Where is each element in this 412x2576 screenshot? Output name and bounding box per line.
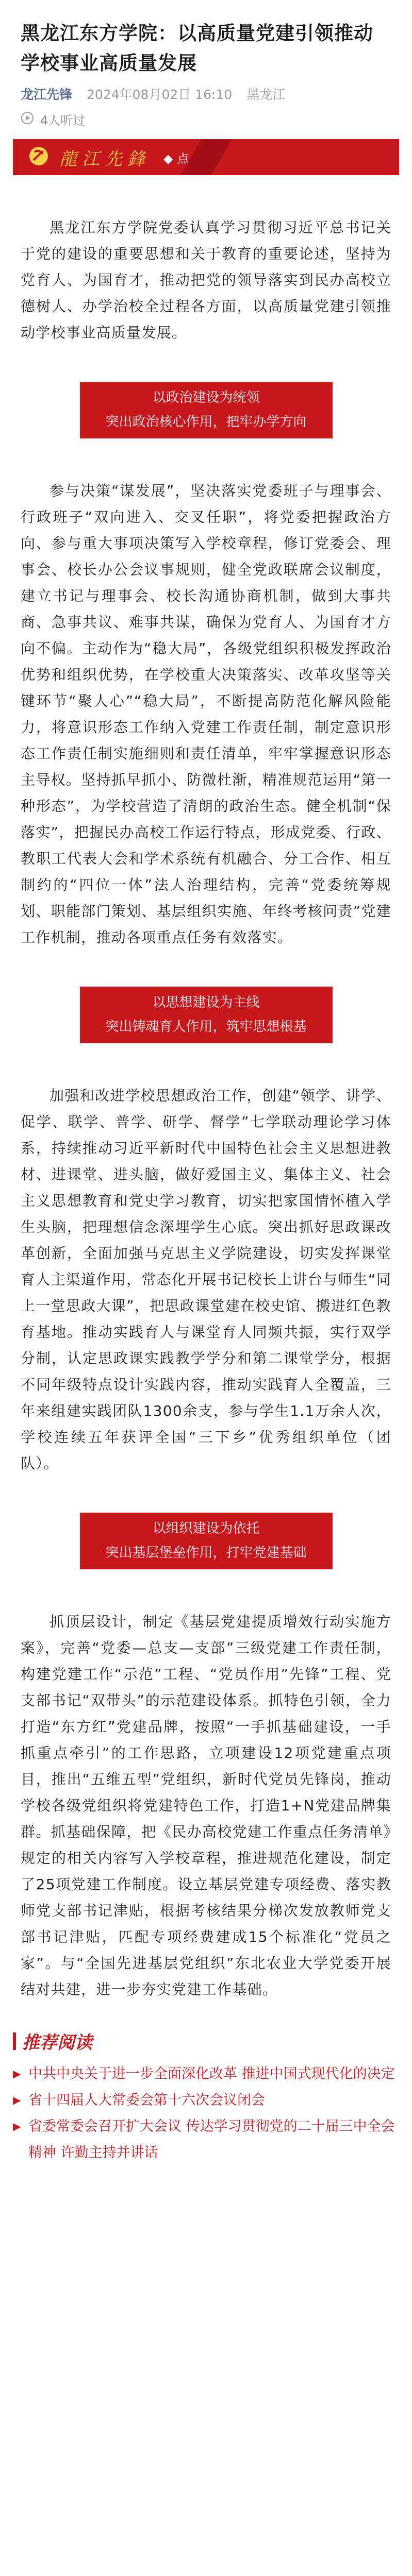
author-link[interactable]: 龙江先锋: [21, 87, 73, 102]
party-emblem-icon: [28, 146, 49, 168]
section-2-heading-text: 以思想建设为主线 突出铸魂育人作用，筑牢思想根基: [105, 995, 307, 1035]
recommend-item-text[interactable]: 省十四届人大常委会第十六次会议闭会: [28, 2092, 265, 2108]
triangle-right-icon: ▶: [13, 2067, 21, 2080]
article-title: 黑龙江东方学院：以高质量党建引领推动学校事业高质量发展: [21, 22, 373, 74]
recommend-title: [13, 2028, 399, 2054]
recommend-section: [13, 2028, 399, 2166]
article-header: [0, 0, 412, 139]
listen-count: 4人听过: [40, 113, 86, 128]
section-2-heading: [80, 987, 333, 1043]
recommend-item[interactable]: [13, 2113, 399, 2166]
section-2-body: 加强和改进学校思想政治工作，创建“领学、讲学、促学、联学、普学、研学、督学”七学联动理论学习体系，持续推动习近平新时代中国特色社会主义思想进教材、进课堂、进头脑，做好爱国主义、集体主义、社会主义思想教育和党史学习教育，切实把家国情怀植入学生头脑，把理想信念深埋学生心底。突出抓好思政课改革创新，全面加强马克思主义学院建设，切实发挥课堂育人主渠道作用，常态化开展书记校长上讲台与师生“同上一堂思政大课”，把思政课堂建在校史馆、搬进红色教育基地。推动实践育人与课堂育人同频共振，实行双学分制，认定思政课实践教学学分和第二课堂学分，根据不同年级特点设计实践内容，推动实践育人全覆盖，三年来组建实践团队1300余支，参与学生1.1万余人次，学校连续五年获评全国“三下乡”优秀组织单位（团队）。: [21, 1087, 392, 1472]
section-3-heading: [80, 1513, 333, 1569]
recommend-item-text[interactable]: 省委常委会召开扩大会议 传达学习贯彻党的二十届三中全会精神 许勤主持并讲话: [28, 2119, 395, 2161]
listen-row[interactable]: [21, 110, 391, 128]
publish-location: 黑龙江: [246, 87, 286, 102]
recommend-item[interactable]: [13, 2087, 399, 2113]
brand-banner: [13, 139, 399, 175]
brand-logo-text: 龍江先鋒: [59, 148, 150, 170]
recommend-item[interactable]: [13, 2061, 399, 2087]
recommend-bar-icon: [13, 2032, 16, 2050]
section-3-body: 抓顶层设计，制定《基层党建提质增效行动实施方案》，完善“党委—总支—支部”三级党建工作责任制，构建党建工作“示范”工程、“党员作用”先锋”工程、党支部书记“双带头”的示范建设体系。抓特色引领，全力打造“东方红”党建品牌，按照“一手抓基础建设，一手抓重点牵引”的工作思路，立项建设12项党建重点项目，推出“五维五型”党组织，新时代党员先锋岗，推动学校各级党组织将党建特色工作，打造1+N党建品牌集群。抓基础保障，把《民办高校党建工作重点任务清单》规定的相关内容写入学校章程，推进规范化建设，制定了25项党建工作制度。设立基层党建专项经费、落实教师党支部书记津贴，根据考核结果分梯次发放教师党支部书记津贴，匹配专项经费建成15个标准化“党员之家”。与“全国先进基层党组织”东北农业大学党委开展结对共建，进一步夯实党建工作基础。: [21, 1613, 391, 1998]
intro-paragraph: 黑龙江东方学院党委认真学习贯彻习近平总书记关于党的建设的重要思想和关于教育的重要论述，坚持为党育人、为国育才，推动把党的领导落实到民办高校立德树人、办学治校全过程各方面，以高质量党建引领推动学校事业高质量发展。: [21, 219, 391, 341]
banner-suffix: ◆ 点: [163, 151, 190, 166]
article-meta: [21, 84, 391, 103]
triangle-right-icon: ▶: [13, 2094, 21, 2106]
triangle-right-icon: ▶: [13, 2120, 21, 2132]
section-3-heading-text: 以组织建设为依托 突出基层堡垒作用，打牢党建基础: [105, 1521, 307, 1561]
publish-date: 2024年08月02日 16:10: [87, 87, 233, 102]
section-1-heading: [80, 382, 333, 438]
section-1-heading-text: 以政治建设为统领 突出政治核心作用，把牢办学方向: [105, 390, 307, 430]
section-1-body: 参与决策“谋发展”，坚决落实党委班子与理事会、行政班子“双向进入、交叉任职”，将党委把握政治方向、参与重大事项决策写入学校章程，修订党委会、理事会、校长办公会议事规则，健全党政联席会议制度，建立书记与理事会、校长沟通协商机制，做到大事共商、急事共议、难事共谋，确保为党育人、为国育才方向不偏。主动作为“稳大局”，各级党组织积极发挥政治优势和组织优势，在学校重大决策落实、改革攻坚等关键环节“聚人心”“稳大局”，不断提高防范化解风险能力，将意识形态工作纳入党建工作责任制，制定意识形态工作责任制实施细则和责任清单，牢牢掌握意识形态主导权。坚持抓早抓小、防微杜渐，精准规范运用“第一种形态”，为学校营造了清朗的政治生态。健全机制“保落实”，把握民办高校工作运行特点，形成党委、行政、教职工代表大会和学术系统有机融合、分工合作、相互制约的“四位一体”法人治理结构，完善“党委统筹规划、职能部门策划、基层组织实施、年终考核问责”党建工作机制，推动各项重点任务有效落实。: [21, 482, 392, 946]
listen-icon: [21, 111, 34, 128]
recommend-item-text[interactable]: 中共中央关于进一步全面深化改革 推进中国式现代化的决定: [28, 2066, 395, 2082]
recommend-title-text: 推荐阅读: [22, 2032, 92, 2053]
